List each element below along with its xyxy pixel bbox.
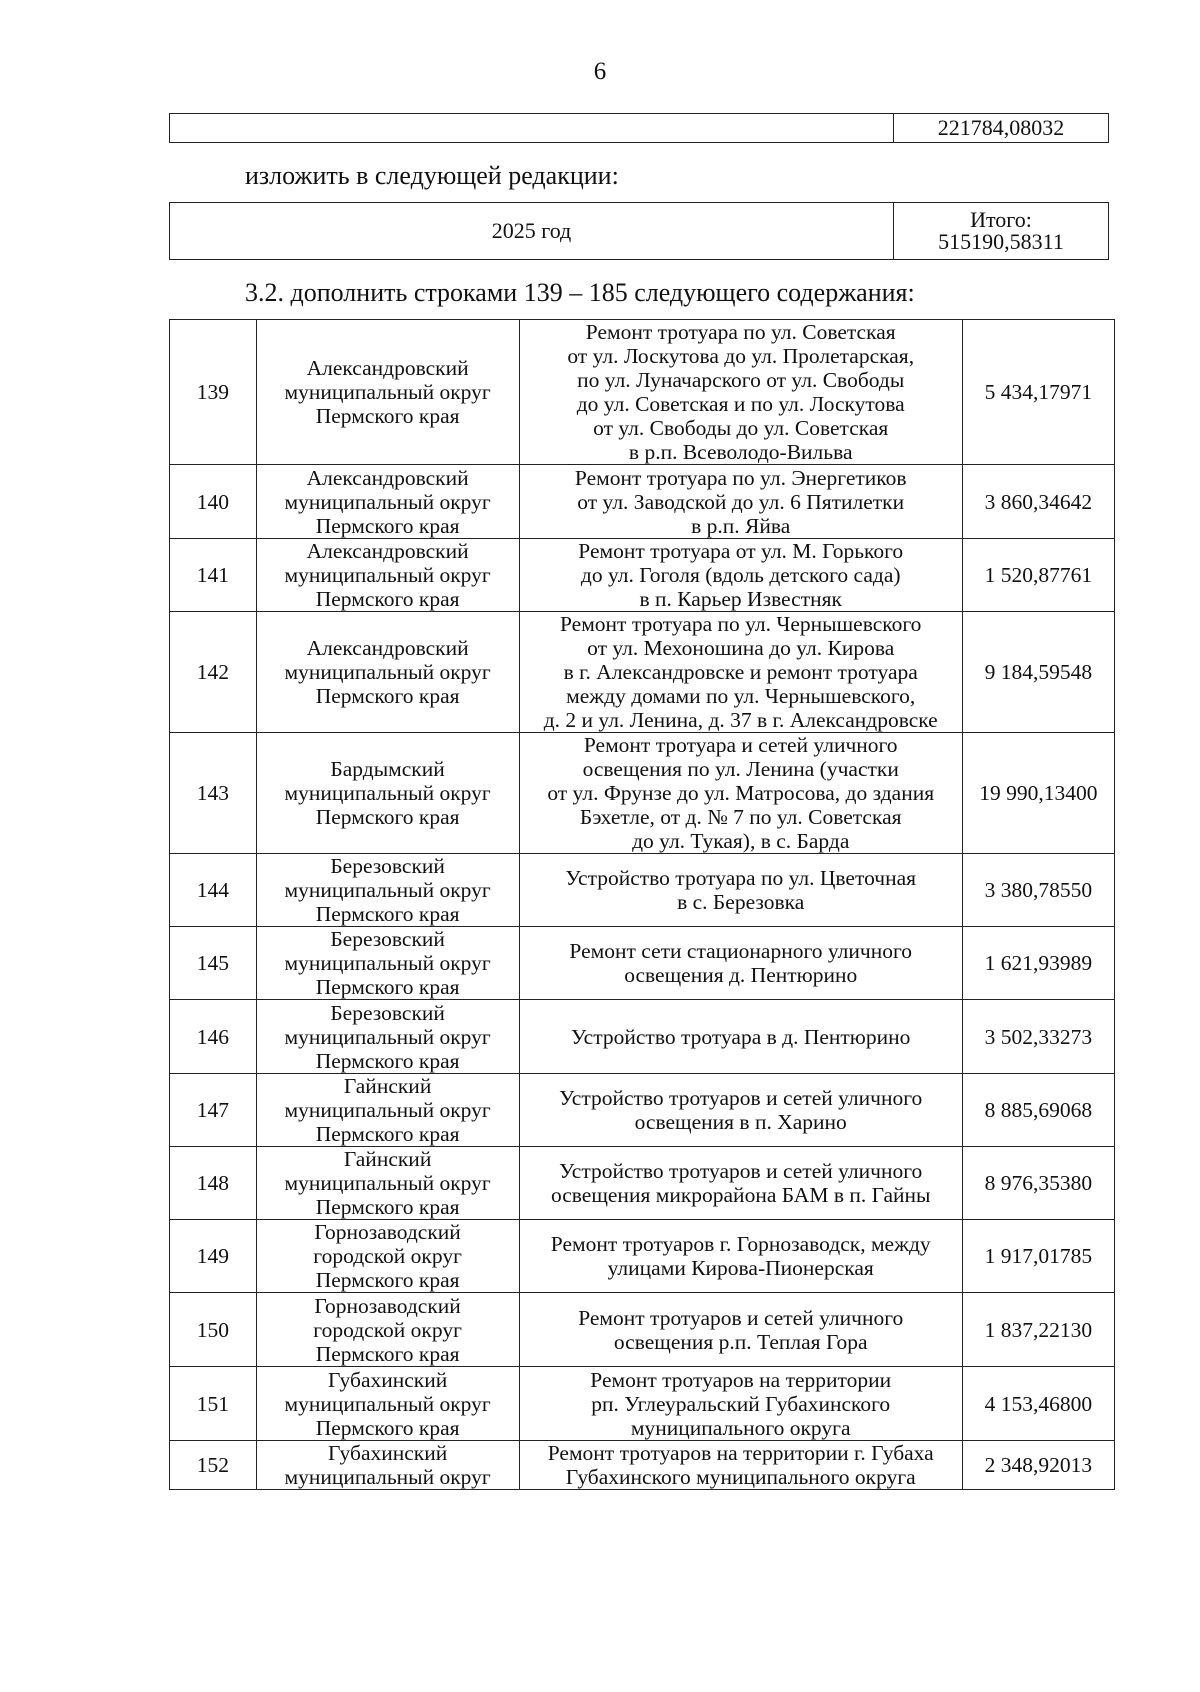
table-row xyxy=(170,1367,1115,1441)
object-cell: Устройство тротуаров и сетей уличного освещения микрорайона БАМ в п. Гайны xyxy=(519,1147,962,1220)
amount-cell: 19 990,13400 xyxy=(962,733,1114,854)
object-cell: Ремонт тротуара от ул. М. Горького до ул. Гоголя (вдоль детского сада) в п. Карьер Известняк xyxy=(519,539,962,612)
previous-total-value: 221784,08032 xyxy=(894,114,1109,143)
amount-cell: 8 976,35380 xyxy=(962,1147,1114,1220)
table-row xyxy=(170,854,1115,927)
amount-cell: 1 520,87761 xyxy=(962,539,1114,612)
municipality-cell: Березовский муниципальный округ Пермского края xyxy=(256,854,519,927)
object-cell: Ремонт тротуаров г. Горнозаводск, между улицами Кирова-Пионерская xyxy=(519,1220,962,1293)
row-number: 143 xyxy=(170,733,257,854)
municipality-cell: Александровский муниципальный округ Пермского края xyxy=(256,612,519,733)
row-number: 149 xyxy=(170,1220,257,1293)
municipality-cell: Гайнский муниципальный округ Пермского края xyxy=(256,1147,519,1220)
table-row xyxy=(170,612,1115,733)
municipality-cell: Александровский муниципальный округ Пермского края xyxy=(256,465,519,539)
object-cell: Ремонт тротуара по ул. Советская от ул. Лоскутова до ул. Пролетарская, по ул. Луначарского от ул. Свободы до ул. Советская и по ул. Лоскутова от ул. Свободы до ул. Советская в р.п. Всеволодо-Вильва xyxy=(519,320,962,465)
table-row xyxy=(170,1293,1115,1367)
table-row xyxy=(170,1147,1115,1220)
object-cell: Ремонт тротуаров и сетей уличного освещения р.п. Теплая Гора xyxy=(519,1293,962,1367)
object-cell: Ремонт тротуаров на территории рп. Углеуральский Губахинского муниципального округа xyxy=(519,1367,962,1441)
previous-total-table xyxy=(169,113,1109,143)
total-label: Итого: xyxy=(970,207,1032,232)
municipality-cell: Березовский муниципальный округ Пермского края xyxy=(256,1000,519,1074)
object-cell: Ремонт тротуаров на территории г. Губаха Губахинского муниципального округа xyxy=(519,1441,962,1490)
total-value: 515190,58311 xyxy=(938,229,1064,254)
amount-cell: 1 837,22130 xyxy=(962,1293,1114,1367)
empty-cell xyxy=(170,114,894,143)
section-heading: 3.2. дополнить строками 139 – 185 следующего содержания: xyxy=(245,278,915,307)
row-number: 144 xyxy=(170,854,257,927)
row-number: 145 xyxy=(170,927,257,1000)
table-row xyxy=(170,927,1115,1000)
object-cell: Устройство тротуара по ул. Цветочная в с. Березовка xyxy=(519,854,962,927)
amount-cell: 8 885,69068 xyxy=(962,1074,1114,1147)
municipality-cell: Березовский муниципальный округ Пермского края xyxy=(256,927,519,1000)
object-cell: Ремонт сети стационарного уличного освещения д. Пентюрино xyxy=(519,927,962,1000)
table-row xyxy=(170,1220,1115,1293)
row-number: 146 xyxy=(170,1000,257,1074)
row-number: 148 xyxy=(170,1147,257,1220)
object-cell: Ремонт тротуара и сетей уличного освещения по ул. Ленина (участки от ул. Фрунзе до ул. Матросова, до здания Бэхетле, от д. № 7 по ул. Советская до ул. Тукая), в с. Барда xyxy=(519,733,962,854)
municipality-cell: Гайнский муниципальный округ Пермского края xyxy=(256,1074,519,1147)
amount-cell: 2 348,92013 xyxy=(962,1441,1114,1490)
instruction-text: изложить в следующей редакции: xyxy=(245,161,619,190)
table-row xyxy=(170,1000,1115,1074)
row-number: 147 xyxy=(170,1074,257,1147)
year-total-table xyxy=(169,202,1109,260)
table-row xyxy=(170,733,1115,854)
object-cell: Ремонт тротуара по ул. Чернышевского от ул. Мехоношина до ул. Кирова в г. Александровске и ремонт тротуара между домами по ул. Чернышевского, д. 2 и ул. Ленина, д. 37 в г. Александровске xyxy=(519,612,962,733)
amount-cell: 4 153,46800 xyxy=(962,1367,1114,1441)
municipality-cell: Александровский муниципальный округ Пермского края xyxy=(256,320,519,465)
municipality-cell: Губахинский муниципальный округ xyxy=(256,1441,519,1490)
municipality-cell: Горнозаводский городской округ Пермского края xyxy=(256,1220,519,1293)
table-row xyxy=(170,1441,1115,1490)
table-row xyxy=(170,114,1109,143)
object-cell: Ремонт тротуара по ул. Энергетиков от ул. Заводской до ул. 6 Пятилетки в р.п. Яйва xyxy=(519,465,962,539)
amount-cell: 3 380,78550 xyxy=(962,854,1114,927)
object-cell: Устройство тротуаров и сетей уличного освещения в п. Харино xyxy=(519,1074,962,1147)
object-cell: Устройство тротуара в д. Пентюрино xyxy=(519,1000,962,1074)
amount-cell: 1 917,01785 xyxy=(962,1220,1114,1293)
row-number: 152 xyxy=(170,1441,257,1490)
table-row xyxy=(170,465,1115,539)
row-number: 150 xyxy=(170,1293,257,1367)
municipality-cell: Бардымский муниципальный округ Пермского края xyxy=(256,733,519,854)
row-number: 142 xyxy=(170,612,257,733)
total-cell xyxy=(894,203,1109,260)
row-number: 139 xyxy=(170,320,257,465)
table-row xyxy=(170,320,1115,465)
projects-table xyxy=(169,319,1115,1490)
projects-table-body xyxy=(170,320,1115,1490)
row-number: 151 xyxy=(170,1367,257,1441)
page-number: 6 xyxy=(593,58,607,85)
table-row xyxy=(170,203,1109,260)
amount-cell: 3 860,34642 xyxy=(962,465,1114,539)
amount-cell: 5 434,17971 xyxy=(962,320,1114,465)
amount-cell: 3 502,33273 xyxy=(962,1000,1114,1074)
amount-cell: 1 621,93989 xyxy=(962,927,1114,1000)
row-number: 141 xyxy=(170,539,257,612)
row-number: 140 xyxy=(170,465,257,539)
municipality-cell: Горнозаводский городской округ Пермского края xyxy=(256,1293,519,1367)
municipality-cell: Губахинский муниципальный округ Пермского края xyxy=(256,1367,519,1441)
amount-cell: 9 184,59548 xyxy=(962,612,1114,733)
year-cell: 2025 год xyxy=(170,203,894,260)
table-row xyxy=(170,539,1115,612)
table-row xyxy=(170,1074,1115,1147)
municipality-cell: Александровский муниципальный округ Пермского края xyxy=(256,539,519,612)
